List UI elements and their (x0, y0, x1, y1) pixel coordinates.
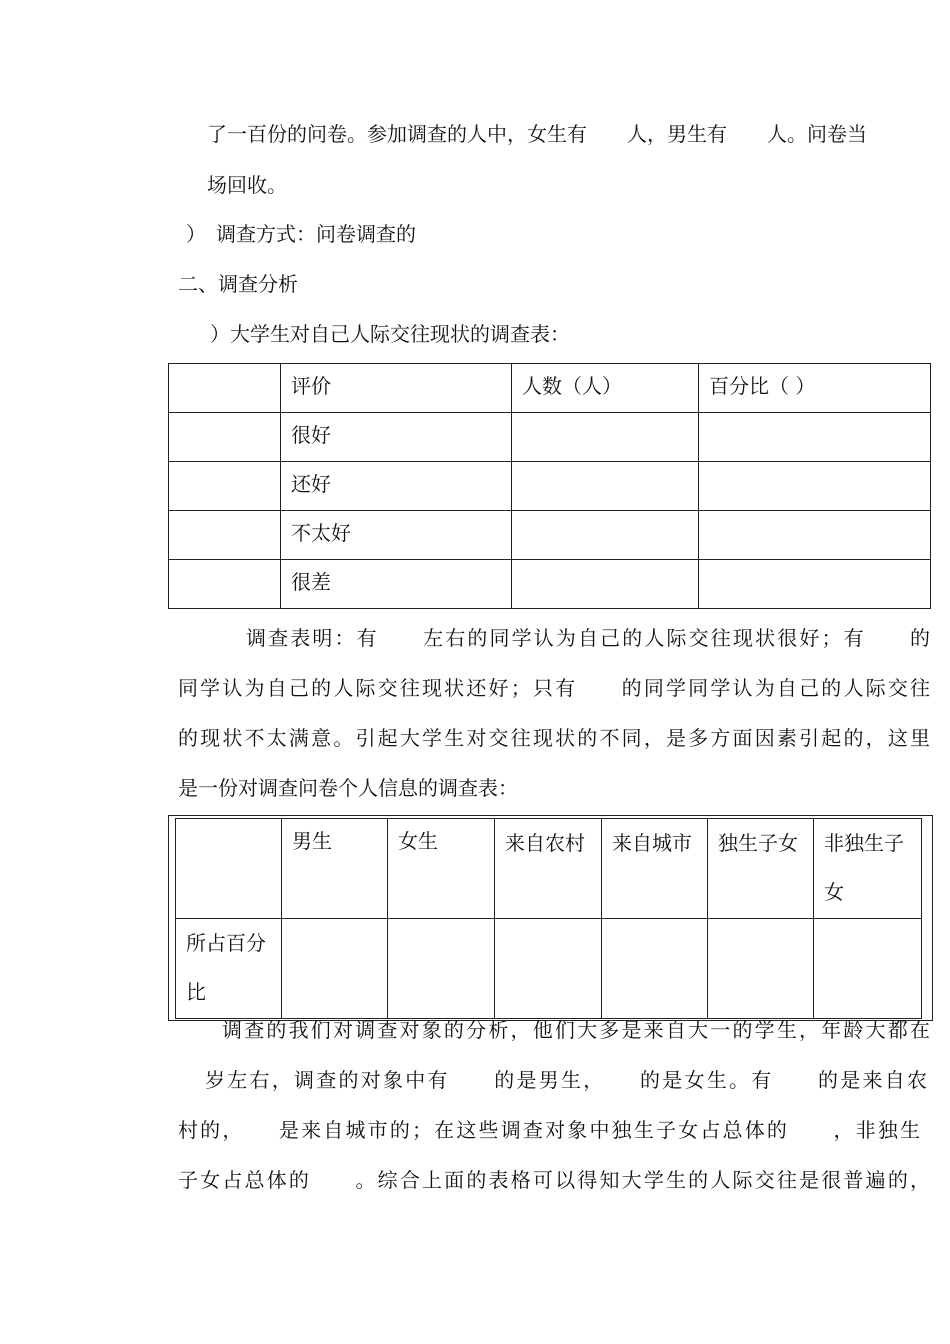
table-cell (699, 462, 931, 511)
table-cell: 很好 (281, 413, 512, 462)
table-row (169, 462, 931, 511)
paragraph-line: 场回收。 (207, 173, 287, 197)
paragraph-line: 是一份对调查问卷个人信息的调查表： (178, 776, 518, 800)
table-row (176, 919, 922, 1019)
table-header-row (169, 364, 931, 413)
table-cell (708, 919, 814, 1019)
table-header-cell: 人数（人） (512, 364, 699, 413)
paragraph-line: 子女占总体的 。综合上面的表格可以得知大学生的人际交往是很普遍的， (178, 1168, 930, 1192)
table-row-label: 所占百分比 (176, 919, 282, 1019)
paragraph-line: 调查表明：有 左右的同学认为自己的人际交往现状很好；有 的 (246, 626, 930, 650)
table-header-cell: 百分比（ ） (699, 364, 931, 413)
table-row (169, 560, 931, 609)
paragraph-line: 的现状不太满意。引起大学生对交往现状的不同，是多方面因素引起的，这里 (178, 726, 930, 750)
paragraph-line: 村的， 是来自城市的；在这些调查对象中独生子女占总体的 ，非独生 (178, 1118, 920, 1142)
table-cell: 不太好 (281, 511, 512, 560)
respondent-info-table (175, 818, 922, 1019)
table-cell (176, 819, 282, 919)
table-cell (512, 560, 699, 609)
table-header-cell: 非独生子女 (814, 819, 922, 919)
table-row (169, 413, 931, 462)
table-cell (169, 511, 281, 560)
table-cell (169, 364, 281, 413)
table-cell (512, 413, 699, 462)
table-cell (602, 919, 708, 1019)
table-cell (699, 560, 931, 609)
table-cell (169, 462, 281, 511)
paragraph-line: 岁左右，调查的对象中有 的是男生， 的是女生。有 的是来自农 (205, 1068, 927, 1092)
table-cell (169, 560, 281, 609)
paragraph-line: 同学认为自己的人际交往现状还好；只有 的同学同学认为自己的人际交往 (178, 676, 930, 700)
table-header-cell: 男生 (282, 819, 388, 919)
table-header-cell: 女生 (388, 819, 495, 919)
method-line: ） 调查方式：问卷调查的 (186, 222, 416, 246)
table-header-cell: 独生子女 (708, 819, 814, 919)
table-cell (512, 462, 699, 511)
paragraph-line: 了一百份的问卷。参加调查的人中，女生有 人，男生有 人。问卷当 (207, 122, 867, 146)
table-cell (814, 919, 922, 1019)
table-cell: 很差 (281, 560, 512, 609)
table-cell (282, 919, 388, 1019)
table-cell (495, 919, 602, 1019)
table-cell (169, 413, 281, 462)
paragraph-line: 调查的我们对调查对象的分析，他们大多是来自大一的学生，年龄大都在 (222, 1018, 930, 1042)
table-cell: 还好 (281, 462, 512, 511)
table-header-row (176, 819, 922, 919)
table-cell (699, 413, 931, 462)
table-cell (699, 511, 931, 560)
table-header-cell: 来自农村 (495, 819, 602, 919)
evaluation-table (168, 363, 931, 609)
section-heading: 二、调查分析 (178, 272, 298, 296)
table-caption: ）大学生对自己人际交往现状的调查表： (210, 322, 570, 346)
table-cell (388, 919, 495, 1019)
table-cell (512, 511, 699, 560)
table-header-cell: 来自城市 (602, 819, 708, 919)
table-row (169, 511, 931, 560)
table-header-cell: 评价 (281, 364, 512, 413)
